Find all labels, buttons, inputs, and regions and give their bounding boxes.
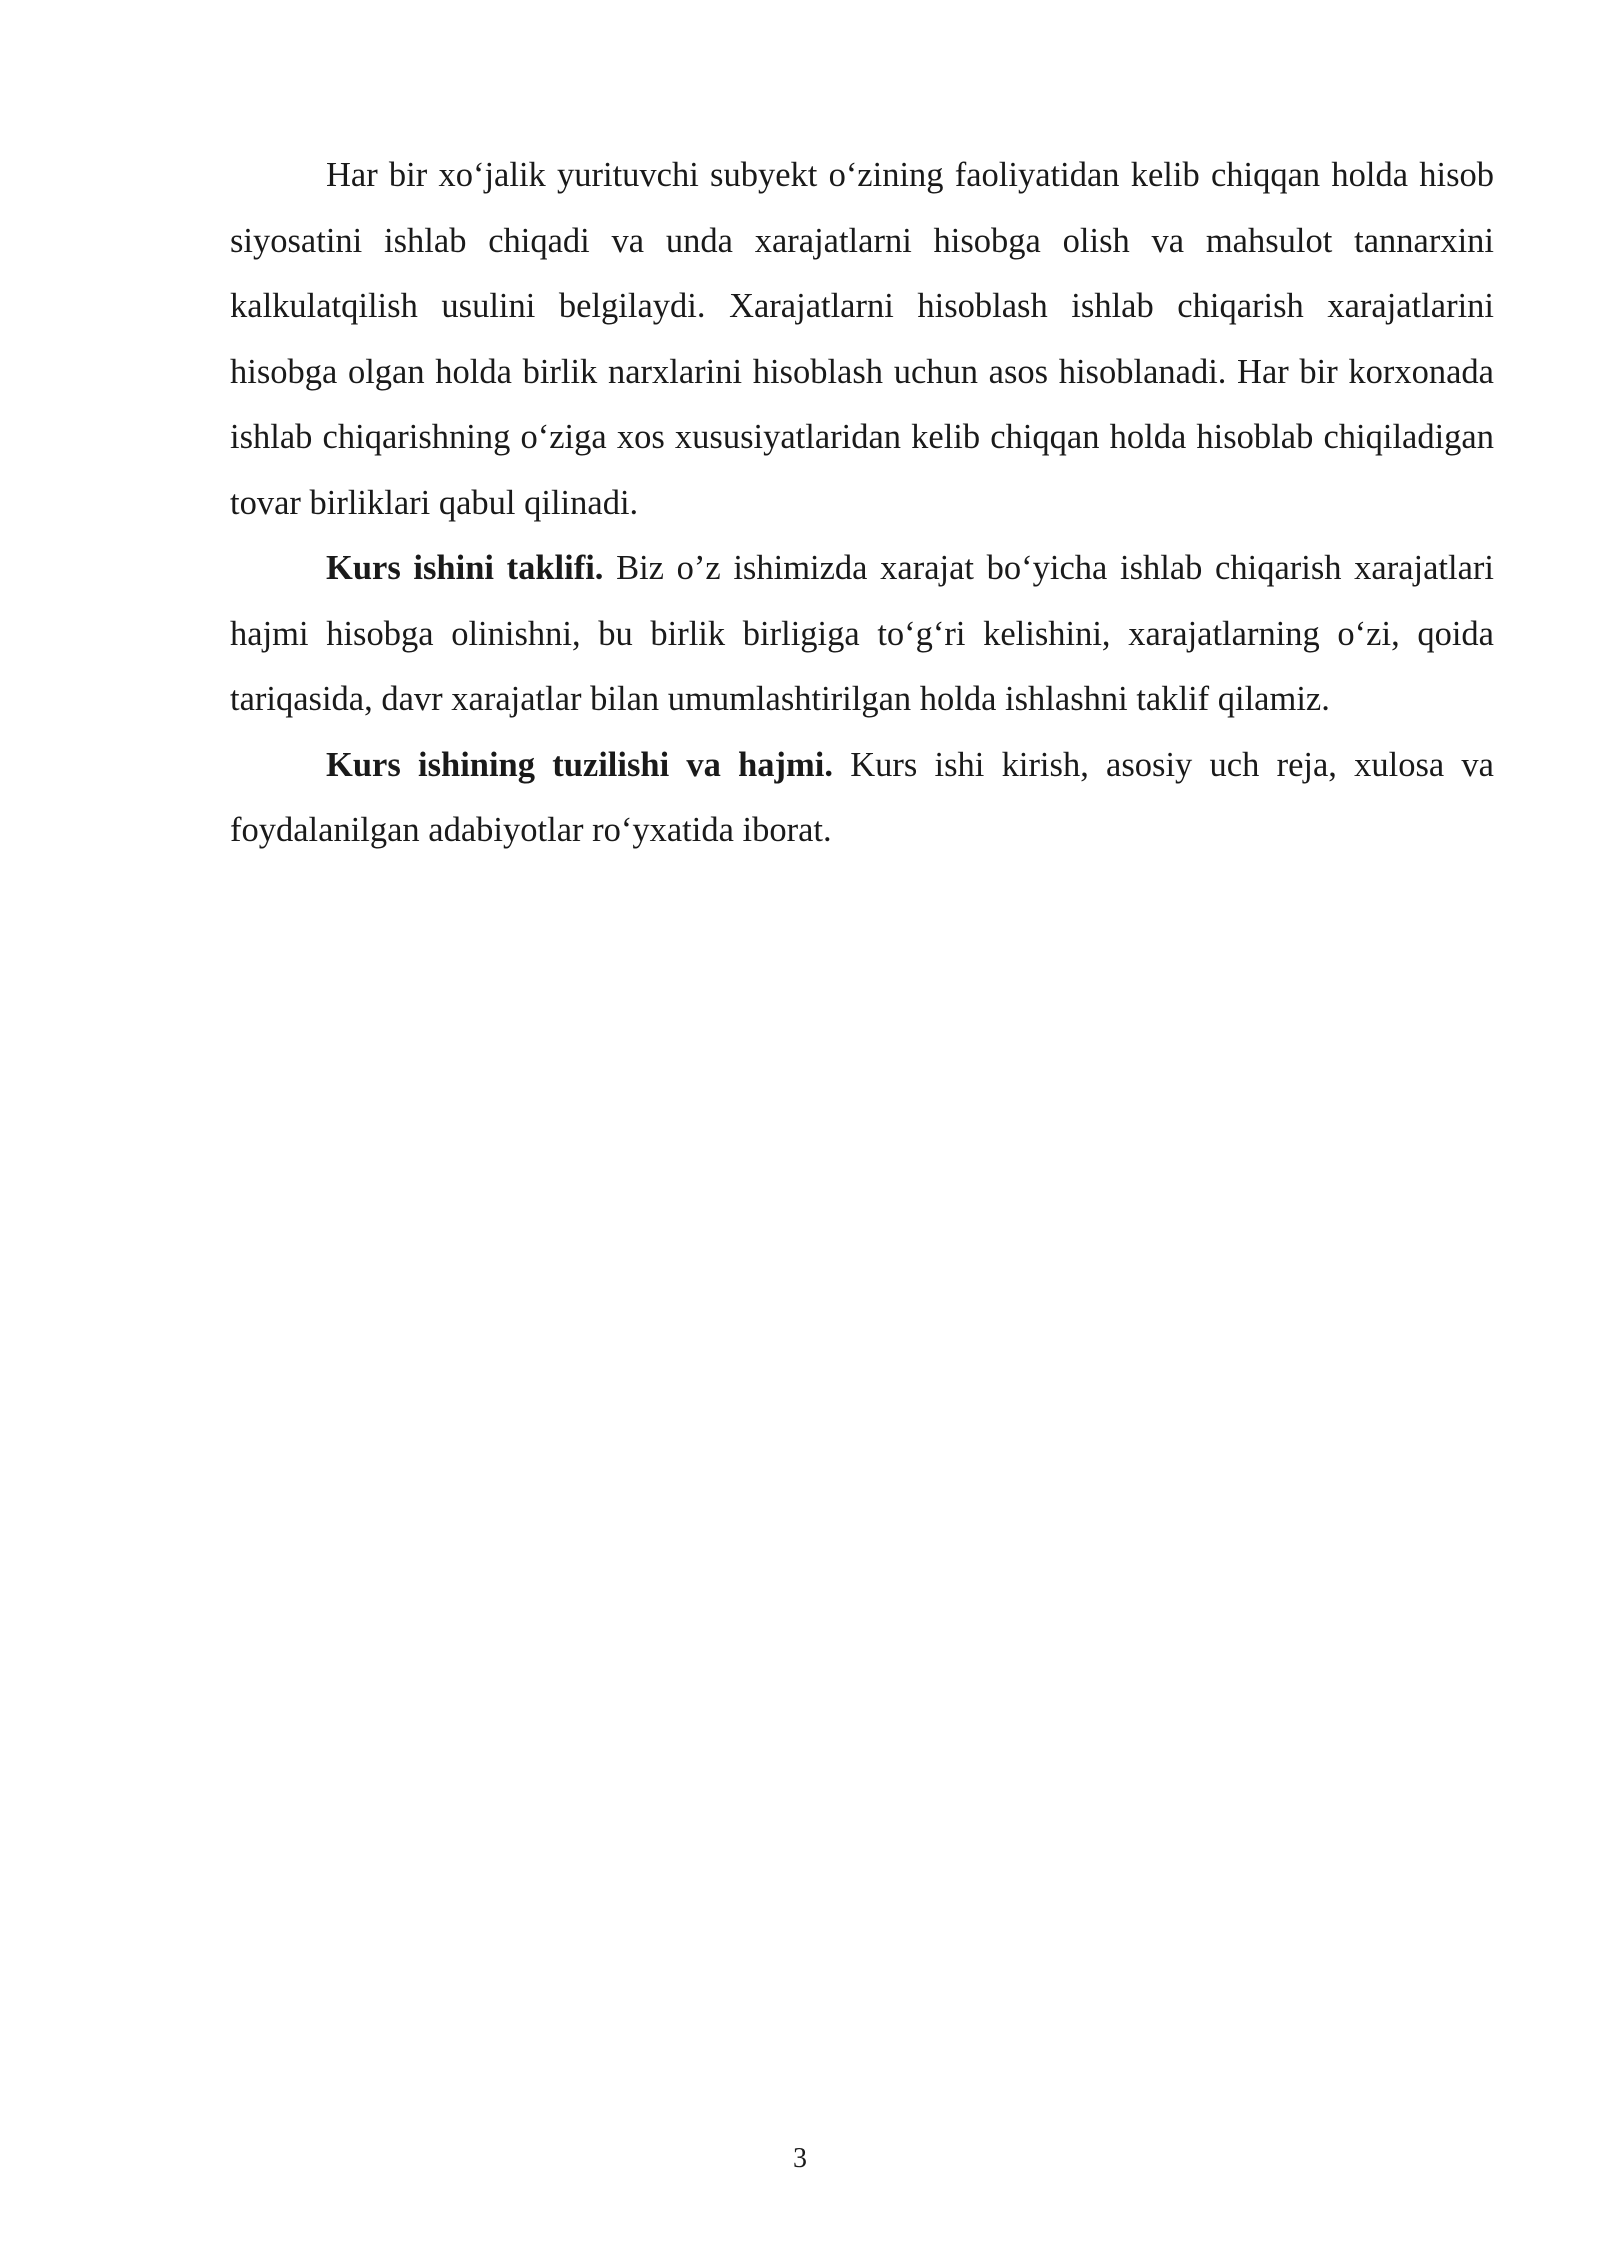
paragraph-lead-heading: Kurs ishining tuzilishi va hajmi. [326,745,833,784]
page-number: 3 [793,2143,807,2174]
paragraph-lead-heading: Kurs ishini taklifi. [326,549,604,587]
paragraph-text: Har bir xo‘jalik yurituvchi subyekt o‘zining faoliyatidan kelib chiqqan holda hisob siyosatini ishlab chiqadi va unda xarajatlarni hisobga olish va mahsulot tannarxini kalkulatqilish usulini belgilaydi. Xarajatlarni hisoblash ishlab chiqarish xarajatlarini hisobga olgan holda birlik narxlarini hisoblash uchun asos hisoblanadi. Har bir korxonada ishlab chiqarishning o‘ziga xos xususiyatlaridan kelib chiqqan holda hisoblab chiqiladigan tovar birliklari qabul qilinadi. [230,156,1494,522]
paragraph-hisob-siyosati [230,143,1494,536]
paragraph-text: Biz o’z ishimizda xarajat bo‘yicha ishlab chiqarish xarajatlari hajmi hisobga olinishni, bu birlik birligiga to‘g‘ri kelishini, xarajatlarning o‘zi, qoida tariqasida, davr xarajatlar bilan umumlashtirilgan holda ishlashni taklif qilamiz. [230,549,1494,718]
paragraph-tuzilishi-va-hajmi [230,733,1494,864]
paragraph-text: Kurs ishi kirish, asosiy uch reja, xulosa va foydalanilgan adabiyotlar ro‘yxatida iborat. [230,745,1494,849]
document-body [230,143,1494,864]
paragraph-kurs-ishi-taklifi [230,536,1494,733]
